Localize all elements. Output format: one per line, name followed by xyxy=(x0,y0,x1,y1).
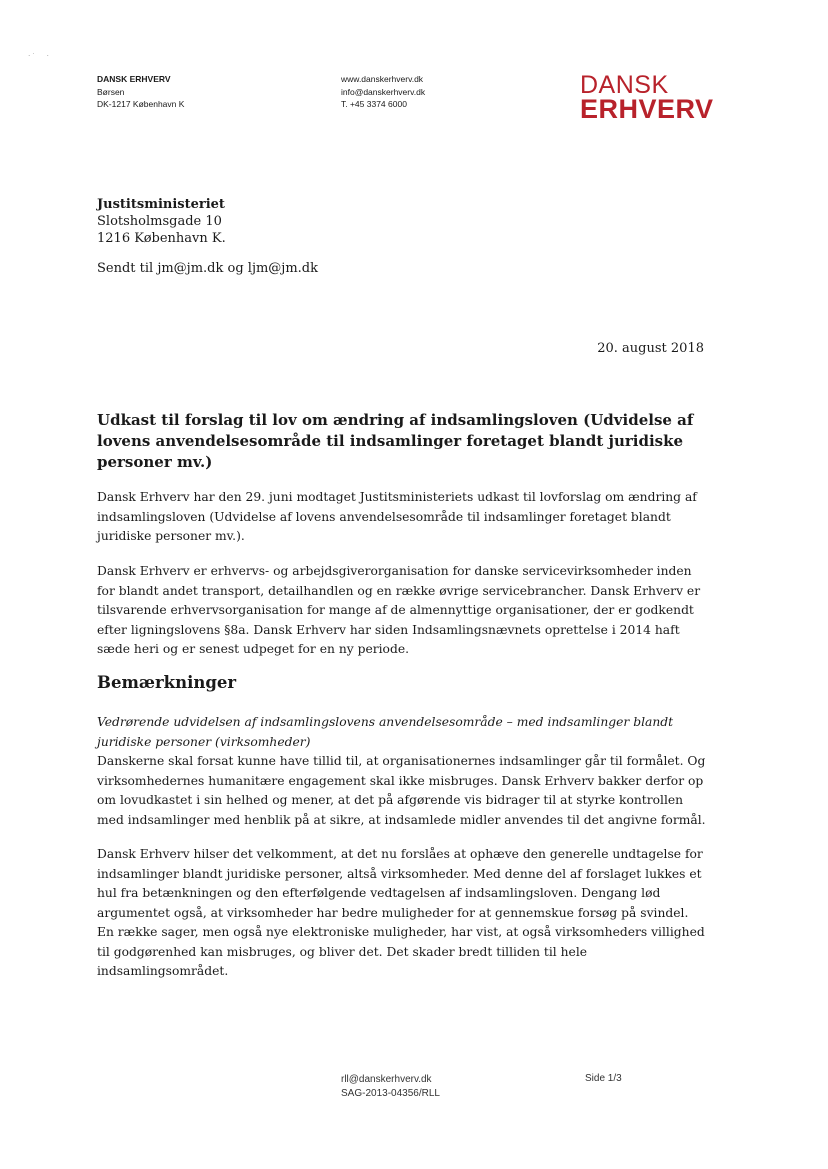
logo-line2: ERHVERV xyxy=(580,94,714,124)
footer xyxy=(341,1073,440,1101)
section-heading: Bemærkninger xyxy=(97,673,237,692)
footer-case-number: SAG-2013-04356/RLL xyxy=(341,1088,440,1099)
recipient-address xyxy=(97,196,226,247)
dansk-erhverv-logo xyxy=(580,71,714,124)
sent-to-line: Sendt til jm@jm.dk og ljm@jm.dk xyxy=(97,261,318,276)
sender-organization: DANSK ERHVERV xyxy=(97,74,171,84)
recipient-name: Justitsministeriet xyxy=(97,197,225,212)
sender-address xyxy=(97,73,184,111)
intro-paragraph: Dansk Erhverv har den 29. juni modtaget Justitsministeriets udkast til lovforslag om ændring af indsamlingsloven (Udvidelse af lovens anvendelsesområde til indsamlinger foretaget blandt juridiske personer mv.). xyxy=(97,490,697,543)
section-subheading: Vedrørende udvidelsen af indsamlingslovens anvendelsesområde – med indsamlinger blandt juridiske personer (virksomheder) xyxy=(97,715,674,749)
page-number: Side 1/3 xyxy=(585,1073,622,1084)
remarks-block xyxy=(97,713,707,830)
recipient-city: 1216 København K. xyxy=(97,231,226,246)
sender-contact xyxy=(341,73,425,111)
scan-artifact: · ˙ · xyxy=(28,52,49,60)
remarks-paragraph-2: Dansk Erhverv hilser det velkomment, at det nu forslåes at ophæve den generelle undtagelse for indsamlinger blandt juridiske personer, altså virksomheder. Med denne del af forslaget lukkes et hul fra betænkningen og den efterfølgende vedtagelsen af indsamlingsloven. Dengang lød argumentet også, at virksomheder har bedre muligheder for at gennemskue forsøg på svindel. En række sager, men også nye elektroniske muligheder, har vist, at også virksomheders villighed til godgørenhed kan misbruges, og bliver det. Det skader bredt tilliden til hele indsamlingsområdet. xyxy=(97,847,705,978)
remarks-paragraph: Danskerne skal forsat kunne have tillid til, at organisationernes indsamlinger går til formålet. Og virksomhedernes humanitære engagement skal ikke misbruges. Dansk Erhverv bakker derfor op om lovudkastet i sin helhed og mener, at det på afgørende vis bidrager til at styrke kontrollen med indsamlinger med henblik på at sikre, at indsamlede midler anvendes til det angivne formål. xyxy=(97,754,706,827)
letter-date: 20. august 2018 xyxy=(597,341,704,356)
recipient-street: Slotsholmsgade 10 xyxy=(97,214,222,229)
footer-email[interactable]: rll@danskerhverv.dk xyxy=(341,1074,432,1085)
phone-number: T. +45 3374 6000 xyxy=(341,99,407,109)
email-link[interactable]: info@danskerhverv.dk xyxy=(341,86,426,97)
sender-address-line2: DK-1217 København K xyxy=(97,99,185,109)
letter-title: Udkast til forslag til lov om ændring af indsamlingsloven (Udvidelse af lovens anvendelsesområde til indsamlinger foretaget blandt juridiske personer mv.) xyxy=(97,411,694,471)
organization-paragraph: Dansk Erhverv er erhvervs- og arbejdsgiverorganisation for danske servicevirksomheder inden for blandt andet transport, detailhandlen og en række øvrige servicebrancher. Dansk Erhverv er tilsvarende erhvervsorganisation for mange af de almennyttige organisationer, der er godkendt efter ligningslovens §8a. Dansk Erhverv har siden Indsamlingsnævnets oprettelse i 2014 haft sæde heri og er senest udpeget for en ny periode. xyxy=(97,564,701,656)
sender-address-line1: Børsen xyxy=(97,86,125,97)
logo-line1: DANSK xyxy=(580,71,669,99)
website-link[interactable]: www.danskerhverv.dk xyxy=(341,74,424,84)
